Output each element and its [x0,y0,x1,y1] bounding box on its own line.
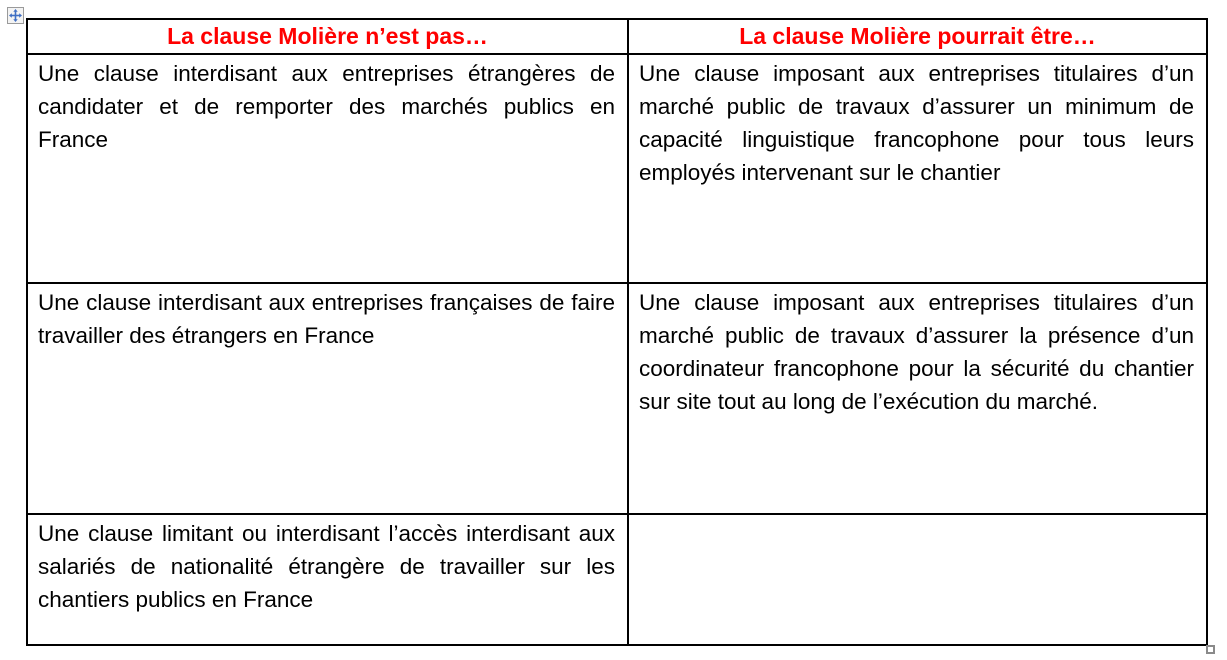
table-cell-row3-left: Une clause limitant ou interdisant l’accès interdisant aux salariés de nationalité étrangère de travailler sur les chantiers publics en France [27,514,628,645]
table-resize-handle[interactable] [1206,645,1215,654]
table-row [27,283,1207,514]
table-row [27,514,1207,645]
table-row [27,54,1207,283]
moliere-clause-table [26,18,1208,646]
table-move-handle[interactable] [7,7,24,24]
table-header-row [27,19,1207,54]
table-cell-row3-right [628,514,1207,645]
table-header-pourrait-etre: La clause Molière pourrait être… [628,19,1207,54]
table-cell-row1-left: Une clause interdisant aux entreprises étrangères de candidater et de remporter des marchés publics en France [27,54,628,283]
table-header-nest-pas: La clause Molière n’est pas… [27,19,628,54]
table-cell-row1-right: Une clause imposant aux entreprises titulaires d’un marché public de travaux d’assurer un minimum de capacité linguistique francophone pour tous leurs employés intervenant sur le chantier [628,54,1207,283]
four-way-arrow-icon [9,9,22,22]
table-cell-row2-left: Une clause interdisant aux entreprises françaises de faire travailler des étrangers en France [27,283,628,514]
table-cell-row2-right: Une clause imposant aux entreprises titulaires d’un marché public de travaux d’assurer la présence d’un coordinateur francophone pour la sécurité du chantier sur site tout au long de l’exécution du marché. [628,283,1207,514]
